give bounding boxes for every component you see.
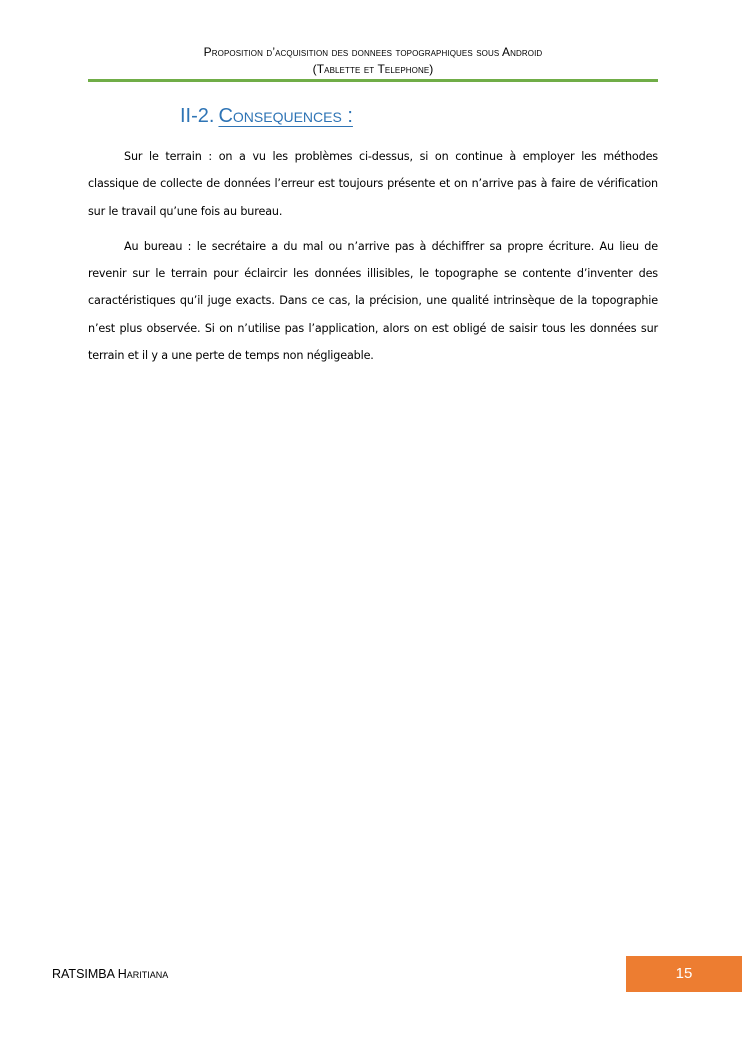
header-line-2: (Tablette et Telephone) <box>312 62 434 76</box>
running-header <box>88 44 658 78</box>
header-rule <box>88 79 658 82</box>
page-number: 15 <box>675 965 693 982</box>
paragraph-terrain: Sur le terrain : on a vu les problèmes ci-dessus, si on continue à employer les méthodes classique de collecte de données l’erreur est toujours présente et on n’arrive pas à faire de vérification sur le travail qu’une fois au bureau. <box>88 150 658 218</box>
header-line-1: Proposition d’acquisition des donnees topographiques sous Android <box>203 45 543 59</box>
footer-author: RATSIMBA Haritiana <box>52 967 169 981</box>
section-heading <box>180 102 353 130</box>
body-text <box>88 143 658 377</box>
paragraph-bureau: Au bureau : le secrétaire a du mal ou n’arrive pas à déchiffrer sa propre écriture. Au lieu de revenir sur le terrain pour éclaircir les données illisibles, le topographe se contente d’inventer des caractéristiques qu’il juge exacts. Dans ce cas, la précision, une qualité intrinsèque de la topographie n’est plus observée. Si on n’utilise pas l’application, alors on est obligé de saisir tous les données sur terrain et il y a une perte de temps non négligeable. <box>88 239 658 363</box>
section-title: Consequences : <box>218 105 353 127</box>
page-number-box <box>626 956 742 992</box>
section-number: II-2. <box>180 105 215 127</box>
